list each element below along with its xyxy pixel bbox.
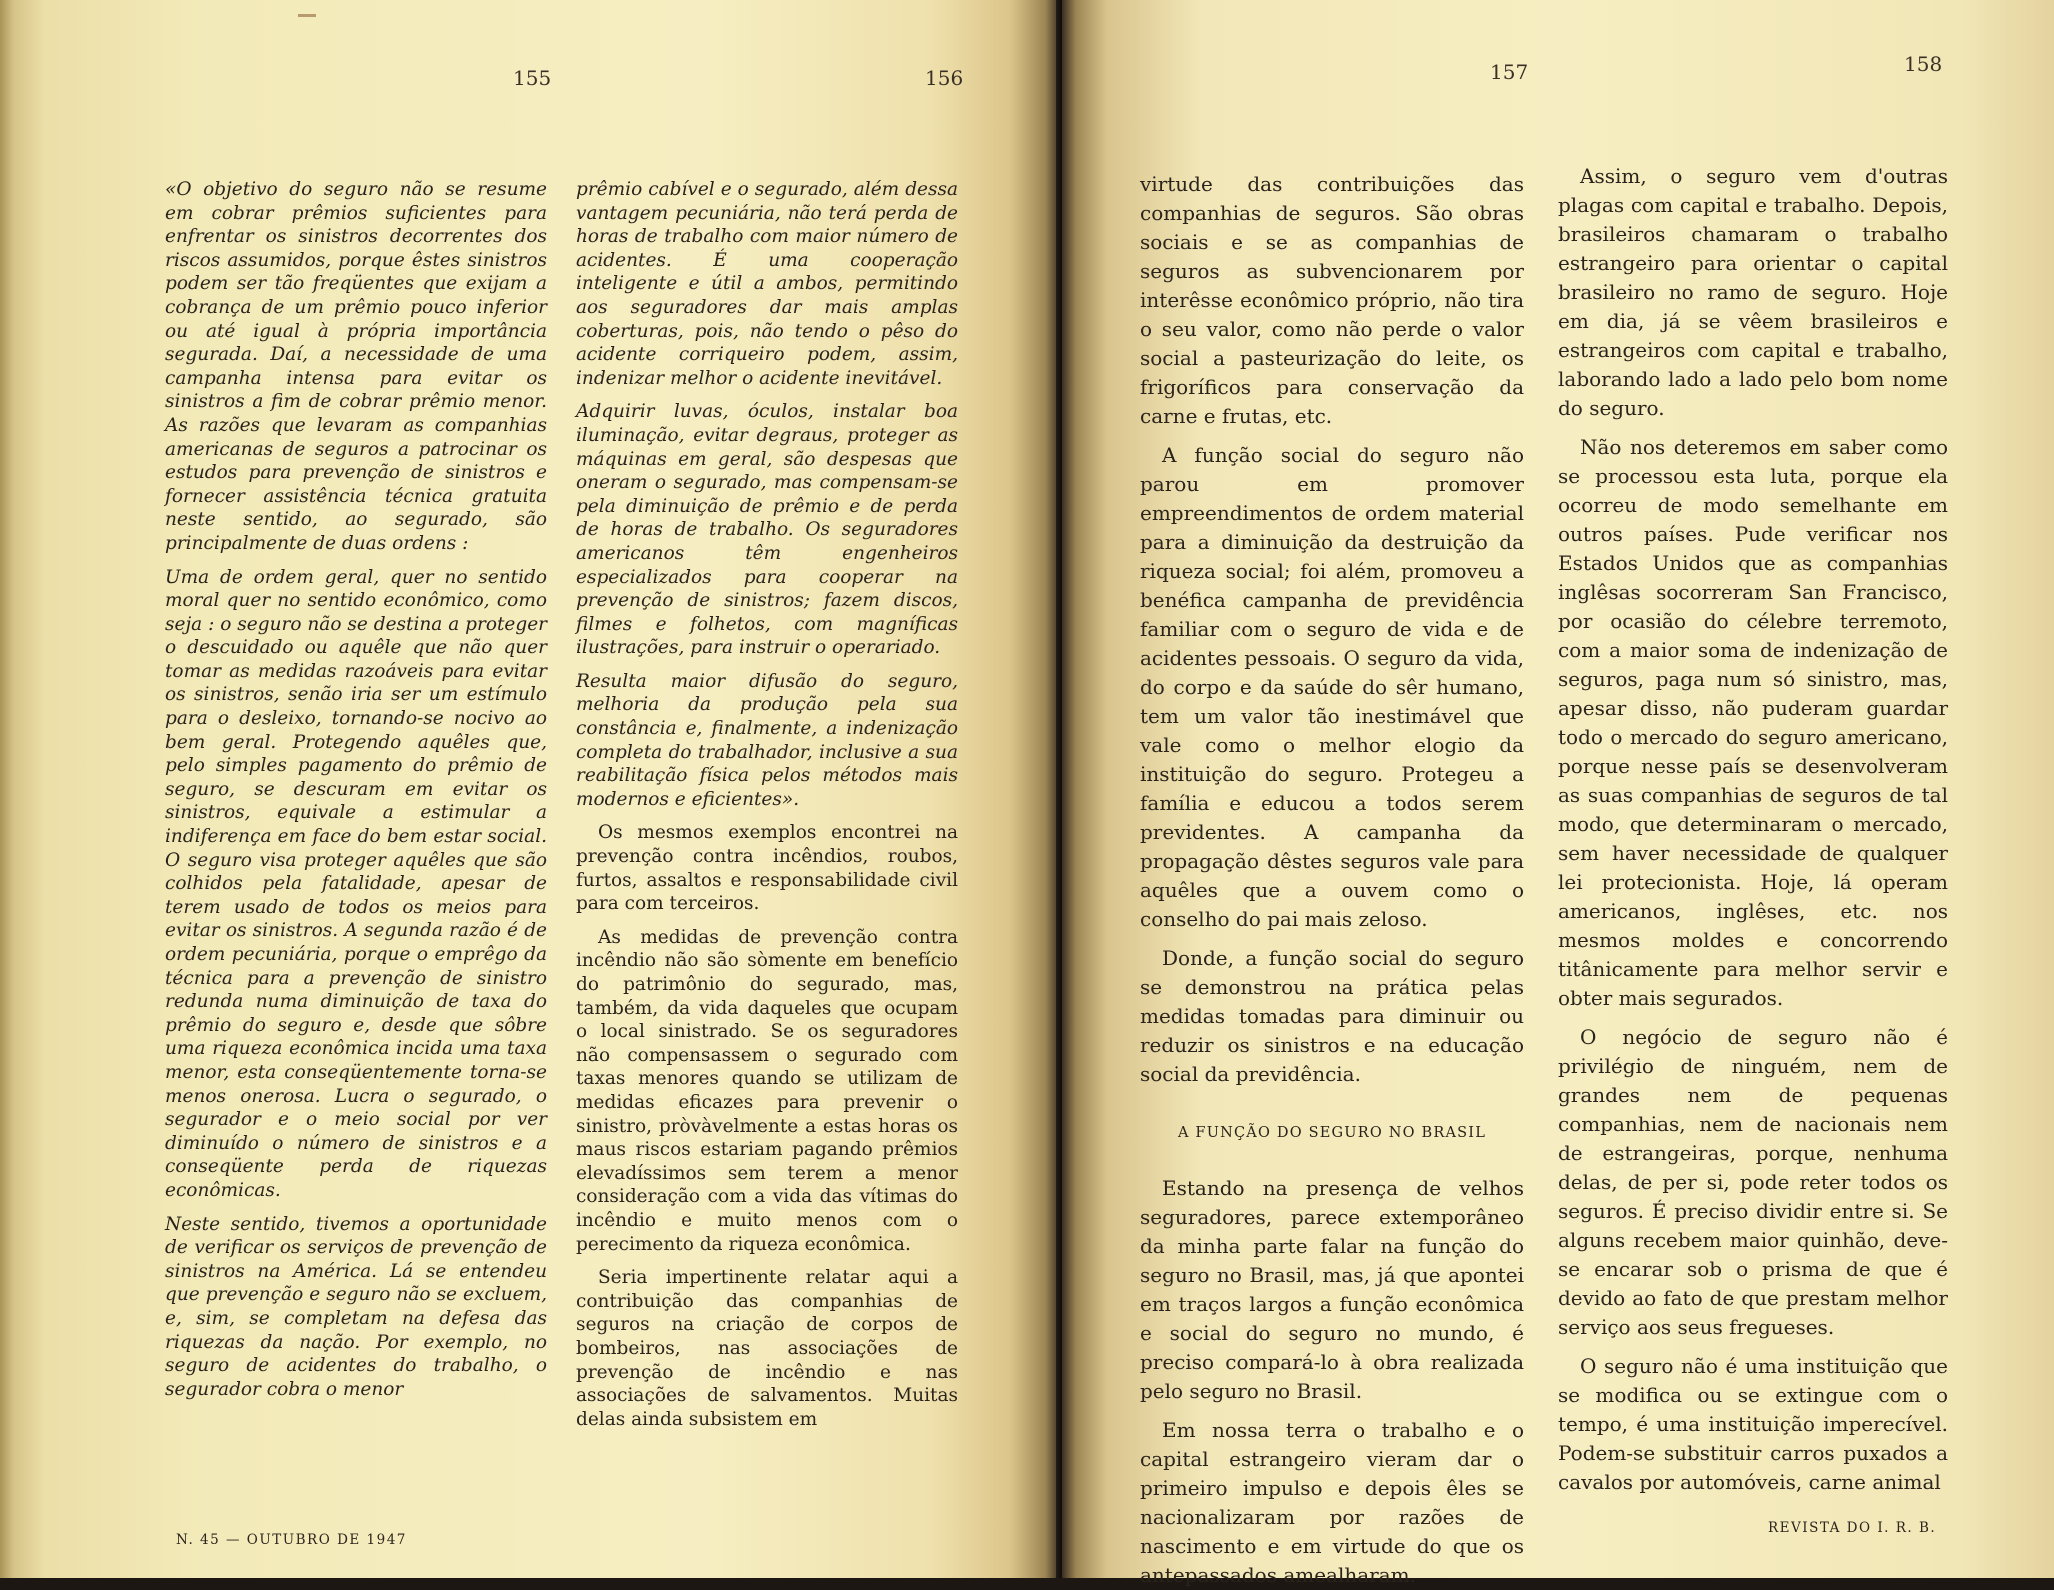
paragraph: Assim, o seguro vem d'outras plagas com capital e trabalho. Depois, brasileiros chamaram o trabalho estrangeiro para orientar o capital brasileiro no ramo de seguro. Hoje em dia, já se vêem brasileiros e estrangeiros com capital e trabalho, laborando lado a lado pelo bom nome do seguro. [1558,164,1948,420]
paragraph: prêmio cabível e o segurado, além dessa vantagem pecuniária, não terá perda de horas de trabalho com maior número de acidentes. É uma cooperação inteligente e útil a ambos, permitindo aos seguradores dar mais amplas coberturas, pois, não tendo o pêso do acidente corriqueiro podem, assim, indenizar melhor o acidente inevitável. [576,179,958,389]
column-157 [1140,170,1524,1587]
paragraph: Neste sentido, tivemos a oportunidade de verificar os serviços de prevenção de sinistros na América. Lá se entendeu que prevenção e seguro não se excluem, e, sim, se completam na defesa das riquezas da nação. Por exemplo, no seguro de acidentes do trabalho, o segurador cobra o menor [165,1213,547,1400]
paragraph: Donde, a função social do seguro se demonstrou na prática pelas medidas tomadas para diminuir ou reduzir os sinistros e na educação social da previdência. [1140,946,1524,1086]
paragraph: O seguro não é uma instituição que se modifica ou se extingue com o tempo, é uma instituição imperecível. Podem-se substituir carros puxados a cavalos por automóveis, carne animal [1558,1354,1948,1494]
paragraph: Adquirir luvas, óculos, instalar boa iluminação, evitar degraus, proteger as máquinas em geral, são despesas que oneram o segurado, mas compensam-se pela diminuição de prêmio e de perda de horas de trabalho. Os seguradores americanos têm engenheiros especializados para cooperar na prevenção de sinistros; fazem discos, filmes e folhetos, com magníficas ilustrações, para instruir o operariado. [576,401,958,659]
column-158 [1558,162,1948,1494]
paragraph: Seria impertinente relatar aqui a contribuição das companhias de seguros na criação de corpos de bombeiros, nas associações de prevenção de incêndio e nas associações de salvamentos. Muitas delas ainda subsistem em [576,1267,958,1430]
page-number-157: 157 [1490,60,1529,84]
paragraph: A função social do seguro não parou em promover empreendimentos de ordem material para a diminuição da destruição da riqueza social; foi além, promoveu a benéfica campanha de previdência familiar com o seguro de vida e de acidentes pessoais. O seguro da vida, do corpo e da saúde do sêr humano, tem um valor tão inestimável que vale como o melhor elogio da instituição do seguro. Protegeu a família e educou a todos serem previdentes. A campanha da propagação dêstes seguros vale para aquêles que a ouvem como o conselho do pai mais zeloso. [1140,443,1524,931]
paragraph: Em nossa terra o trabalho e o capital estrangeiro vieram dar o primeiro impulso e depois êles se nacionalizaram por razões de nascimento e em virtude do que os antepassados amealharam. [1140,1418,1524,1587]
page-number-156: 156 [925,66,964,90]
column-155 [165,178,547,1418]
paragraph: «O objetivo do seguro não se resume em cobrar prêmios suficientes para enfrentar os sinistros decorrentes dos riscos assumidos, porque êstes sinistros podem ser tão freqüentes que exijam a cobrança de um prêmio pouco inferior ou até igual à própria importância segurada. Daí, a necessidade de uma campanha intensa para evitar os sinistros a fim de cobrar prêmio menor. As razões que levaram as companhias americanas de seguros a patrocinar os estudos para prevenção de sinistros e fornecer assistência técnica gratuita neste sentido, ao segurado, são principalmente de duas ordens : [165,179,547,554]
paragraph: As medidas de prevenção contra incêndio não são sòmente em benefício do patrimônio do segurado, mas, também, da vida daqueles que ocupam o local sinistrado. Se os seguradores não compensassem o segurado com taxas menores quando se utilizam de medidas eficazes para prevenir o sinistro, pròvàvelmente a estas horas os maus riscos estariam pagando prêmios elevadíssimos sem terem a menor consideração com a vida das vítimas do incêndio e muito menos com o perecimento da riqueza econômica. [576,926,958,1255]
paragraph: Resulta maior difusão do seguro, melhoria da produção pela sua constância e, finalmente, a indenização completa do trabalhador, inclusive a sua reabilitação física pelos métodos mais modernos e eficientes». [576,670,958,810]
paragraph: O negócio de seguro não é privilégio de ninguém, nem de grandes nem de pequenas companhias, nem de nacionais nem de estrangeiras, porque, nenhuma delas, de per si, pode reter todos os seguros. É preciso dividir entre si. Se alguns recebem maior quinhão, deve-se encarar sob o prisma de que é devido ao fato de que prestam melhor serviço aos seus fregueses. [1558,1025,1948,1339]
right-page [1062,0,2054,1587]
paragraph: virtude das contribuições das companhias de seguros. São obras sociais e se as companhias de seguros as subvencionarem por interêsse econômico próprio, não tira o seu valor, como não perde o valor social a pasteurização do leite, os frigoríficos para conservação da carne e frutas, etc. [1140,172,1524,428]
section-heading: A FUNÇÃO DO SEGURO NO BRASIL [1177,1125,1487,1141]
paragraph: Uma de ordem geral, quer no sentido moral quer no sentido econômico, como seja : o seguro não se destina a proteger o descuidado ou aquêle que não quer tomar as medidas razoáveis para evitar os sinistros, senão iria ser um estímulo para o desleixo, tornando-se nocivo ao bem geral. Protegendo aquêles que, pelo simples pagamento do prêmio de seguro, se descuram em evitar os sinistros, equivale a estimular a indiferença em face do bem estar social. O seguro visa proteger aquêles que são colhidos pela fatalidade, apesar de terem usado de todos os meios para evitar os sinistros. A segunda razão é de ordem pecuniária, porque o emprêgo da técnica para a prevenção de sinistro redunda numa diminuição de taxa do prêmio do seguro e, desde que sôbre uma riqueza econômica incida uma taxa menor, esta conseqüentemente torna-se menos onerosa. Lucra o segurado, o segurador e o meio social por ver diminuído o número de sinistros e a conseqüente perda de riquezas econômicas. [165,566,547,1201]
column-156 [576,178,958,1430]
footer-journal: REVISTA DO I. R. B. [1768,1520,1937,1536]
paragraph: Os mesmos exemplos encontrei na prevenção contra incêndios, roubos, furtos, assaltos e responsabilidade civil para com terceiros. [576,822,958,915]
page-number-158: 158 [1904,52,1943,76]
paragraph: Estando na presença de velhos seguradores, parece extemporâneo da minha parte falar na função do seguro no Brasil, mas, já que apontei em traços largos a função econômica e social do seguro no mundo, é preciso compará-lo à obra realizada pelo seguro no Brasil. [1140,1176,1524,1403]
paragraph: Não nos deteremos em saber como se processou esta luta, porque ela ocorreu de modo semelhante em outros países. Pude verificar nos Estados Unidos que as companhias inglêsas socorreram San Francisco, por ocasião do célebre terremoto, com a maior soma de indenização de seguros, paga num só sinistro, mas, apesar disso, não puderam guardar todo o mercado do seguro americano, porque nesse país se desenvolveram as suas companhias de seguros de tal modo, que determinaram o mercado, sem haver necessidade de qualquer lei protecionista. Hoje, lá operam americanos, inglêses, etc. nos mesmos moldes e concorrendo titânicamente para melhor servir e obter mais segurados. [1558,435,1948,1010]
page-number-155: 155 [513,66,552,90]
footer-issue: N. 45 — OUTUBRO DE 1947 [176,1532,407,1548]
ink-mark [298,14,316,17]
